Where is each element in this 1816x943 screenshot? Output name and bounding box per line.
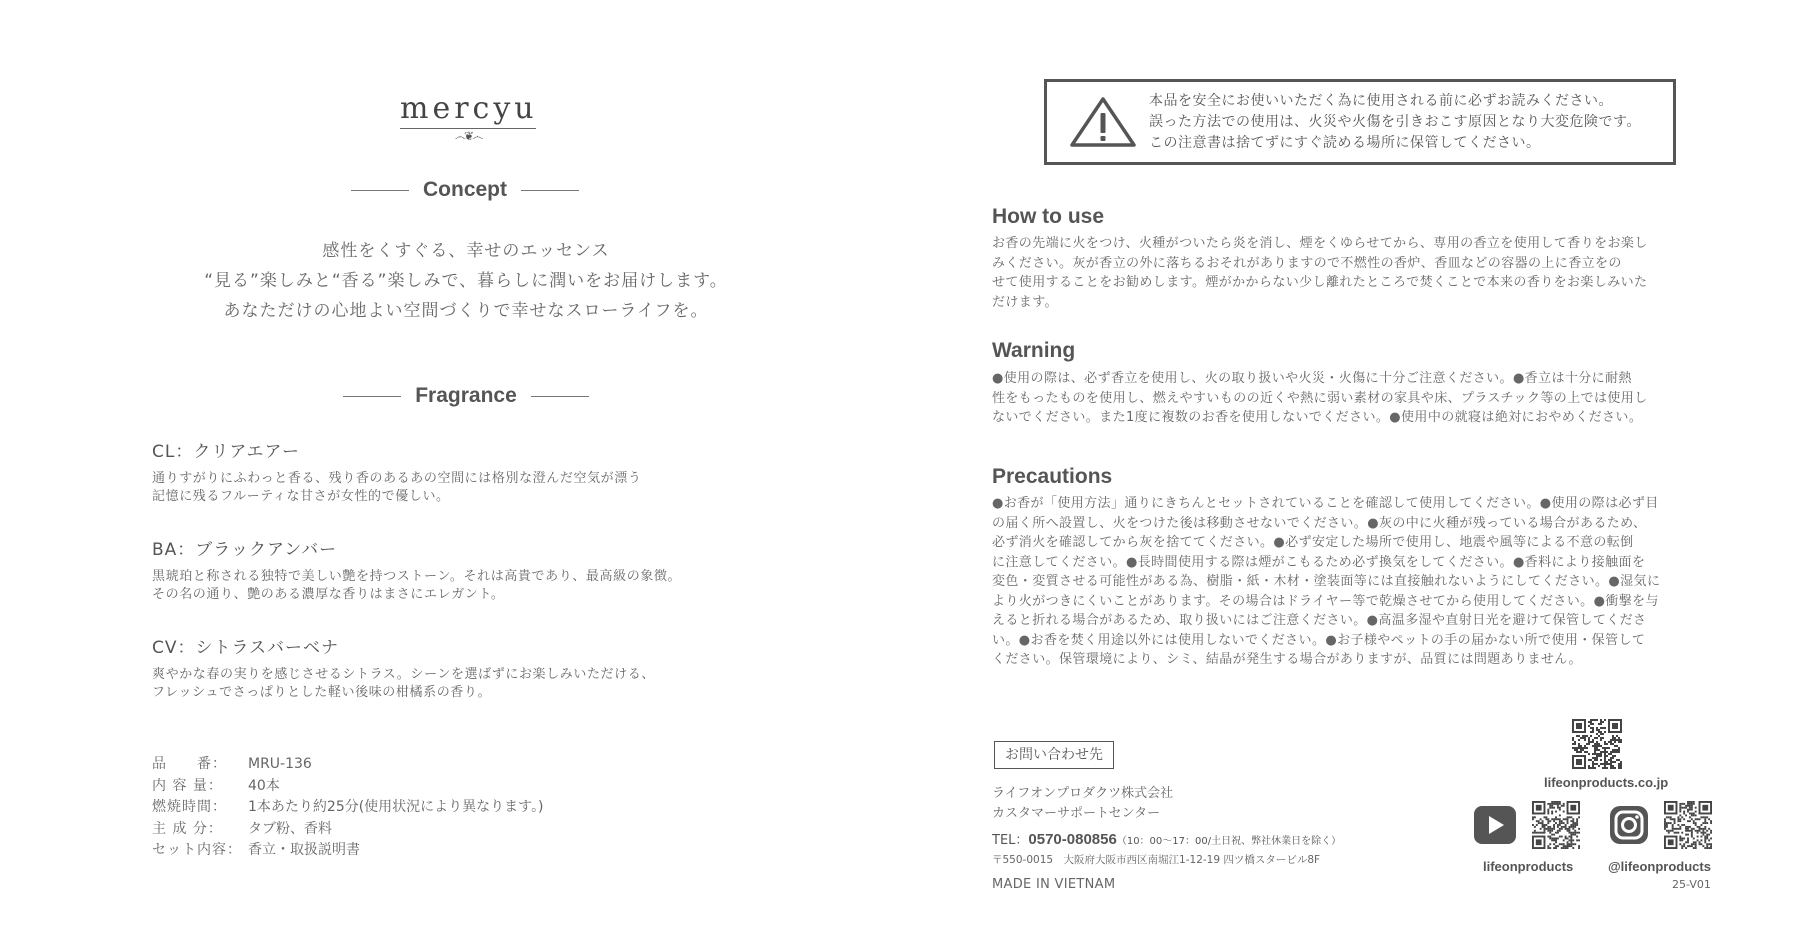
website-label[interactable]: lifeonproducts.co.jp [1544,775,1669,790]
spec-key: 品 番： [152,756,227,772]
made-in: MADE IN VIETNAM [992,877,1116,892]
heading-rule [521,190,579,191]
precautions-line: の届く所へ設置し、火をつけた後は移動させないでください。●灰の中に火種が残っている場合があるため、 [992,515,1647,531]
spec-key: 燃焼時間： [152,799,227,815]
precautions-line: ●お香が「使用方法」通りにきちんとセットされていることを確認して使用してください。●使用の際は必ず目 [992,496,1659,511]
brand-name: mercyu [400,91,538,126]
fragrance-name: CL：クリアエアー [152,442,300,462]
spec-value: 40本 [248,777,280,794]
fragrance-item-cv [152,636,792,702]
youtube-label[interactable]: lifeonproducts [1483,859,1574,874]
concept-heading-text: Concept [423,178,507,201]
warning-heading: Warning [992,339,1076,362]
spec-row [152,797,544,819]
how-to-use-heading: How to use [992,205,1105,228]
tel-number[interactable]: 0570-080856 [1028,831,1117,848]
spec-value: 1本あたり約25分(使用状況により異なります。) [248,799,544,815]
tel-label: TEL： [992,833,1029,848]
warning-line: 性をもったものを使用し、燃えやすいものの近くや熱に弱い素材の家具や床、プラスチック等の上では使用し [992,390,1648,406]
telephone [992,830,1341,852]
precautions-line: 必ず消火を確認してから灰を捨ててください。●必ず安定した場所で使用し、地震や風等による不意の転倒 [992,535,1634,550]
concept-heading [348,178,582,202]
how-to-use-text [992,234,1732,312]
spec-row [152,819,544,841]
concept-line: “見る”楽しみと“香る”楽しみで、暮らしに潤いをお届けします。 [204,271,728,291]
caution-line: この注意書は捨てずにすぐ読める場所に保管してください。 [1149,134,1541,151]
fragrance-name: CV：シトラスバーベナ [152,638,339,658]
how-to-use-line: お香の先端に火をつけ、火種がついたら炎を消し、煙をくゆらせてから、専用の香立を使用して香りをお楽し [992,236,1648,251]
precautions-text [992,494,1732,670]
heading-rule [351,190,409,191]
fragrance-description [152,470,792,506]
spec-row [152,754,544,776]
instagram-label[interactable]: @lifeonproducts [1608,859,1711,874]
fragrance-desc-line: 通りすがりにふわっと香る、残り香のあるあの空間には格別な澄んだ空気が漂う [152,471,642,486]
tel-hours: （10：00〜17：00/土日祝、弊社休業日を除く） [1116,836,1342,847]
address: 〒550-0015 大阪府大阪市西区南堀江1-12-19 四ツ橋スタービル8F [992,854,1321,866]
instagram-qr-icon[interactable] [1664,801,1712,849]
caution-box [1044,79,1676,165]
spec-value: MRU-136 [248,756,312,772]
spec-row [152,776,544,798]
version-code: 25-V01 [1672,878,1711,891]
spec-value: 香立・取扱説明書 [248,842,360,858]
website-qr-icon[interactable] [1572,719,1622,769]
fragrance-desc-line: その名の通り、艶のある濃厚な香りはまさにエレガント。 [152,587,505,602]
fragrance-description [152,666,792,702]
precautions-line: に注意してください。●長時間使用する際は煙がこもるため必ず換気をしてください。●香料により接触面を [992,554,1646,570]
caution-line: 本品を安全にお使いいただく為に使用される前に必ずお読みください。 [1149,92,1613,109]
precautions-line: えると折れる場合があるため、取り扱いにはご注意ください。●高温多湿や直射日光を避けて保管してくださ [992,613,1647,628]
warning-line: ないでください。また1度に複数のお香を使用しないでください。●使用中の就寝は絶対におやめください。 [992,410,1643,425]
fragrance-desc-line: 黒琥珀と称される独特で美しい艶を持つストーン。それは高貴であり、最高級の象徴。 [152,569,682,584]
fragrance-name: BA：ブラックアンバー [152,540,338,560]
spec-key: セット内容： [152,842,242,858]
spec-key: 内 容 量： [152,777,223,794]
fragrance-desc-line: 記憶に残るフルーティな甘さが女性的で優しい。 [152,489,450,504]
caution-text [1149,91,1641,154]
spec-key: 主 成 分： [152,820,223,837]
instagram-icon[interactable] [1608,804,1650,846]
spec-row [152,840,544,862]
youtube-qr-icon[interactable] [1532,801,1580,849]
heading-rule [531,396,589,397]
fragrance-heading-text: Fragrance [415,384,517,407]
fragrance-description [152,568,792,604]
right-panel [908,0,1816,943]
support-dept: カスタマーサポートセンター [992,806,1161,821]
how-to-use-line: みください。灰が香立の外に落ちるおそれがありますので不燃性の香炉、香皿などの容器の上に香立をの [992,255,1622,271]
spec-value: タブ粉、香料 [248,820,332,837]
precautions-line: い。●お香を焚く用途以外には使用しないでください。●お子様やペットの手の届かない所で使用・保管して [992,632,1646,648]
how-to-use-line: だけます。 [992,294,1058,310]
warning-line: ●使用の際は、必ず香立を使用し、火の取り扱いや火災・火傷に十分ご注意ください。●香立は十分に耐熱 [992,371,1632,386]
warning-triangle-icon [1069,96,1137,148]
concept-line: あなただけの心地よい空間づくりで幸せなスローライフを。 [223,301,709,321]
precautions-line: ください。保管環境により、シミ、結晶が発生する場合がありますが、品質には問題ありません。 [992,652,1582,667]
how-to-use-line: せて使用することをお勧めします。煙がかからない少し離れたところで焚くことで本来の香りをお楽しみいた [992,275,1648,290]
contact-info [992,784,1341,868]
fragrance-desc-line: フレッシュでさっぱりとした軽い後味の柑橘系の香り。 [152,685,492,700]
youtube-icon[interactable] [1473,805,1517,845]
logo-ornament: ෴❦෴ [454,129,482,143]
concept-line: 感性をくすぐる、幸せのエッセンス [322,241,610,261]
heading-rule [343,396,401,397]
precautions-line: より火がつきにくいことがあります。その場合はドライヤー等で乾燥させてから使用してください。●衝撃を与 [992,593,1659,609]
company-name: ライフオンプロダクツ株式会社 [992,786,1174,801]
warning-text [992,369,1732,428]
fragrance-item-ba [152,538,792,604]
contact-badge: お問い合わせ先 [994,741,1114,769]
fragrance-desc-line: 爽やかな春の実りを感じさせるシトラス。シーンを選ばずにお楽しみいただける、 [152,667,655,682]
fragrance-item-cl [152,440,792,506]
precautions-heading: Precautions [992,465,1113,488]
caution-line: 誤った方法での使用は、火災や火傷を引きおこす原因となり大変危険です。 [1149,113,1641,130]
concept-text [200,236,732,326]
product-specs [152,754,544,862]
precautions-line: 変色・変質させる可能性がある為、樹脂・紙・木材・塗装面等には直接触れないようにしてください。●湿気に [992,574,1661,589]
fragrance-heading [338,384,594,408]
brand-logo [400,92,536,143]
